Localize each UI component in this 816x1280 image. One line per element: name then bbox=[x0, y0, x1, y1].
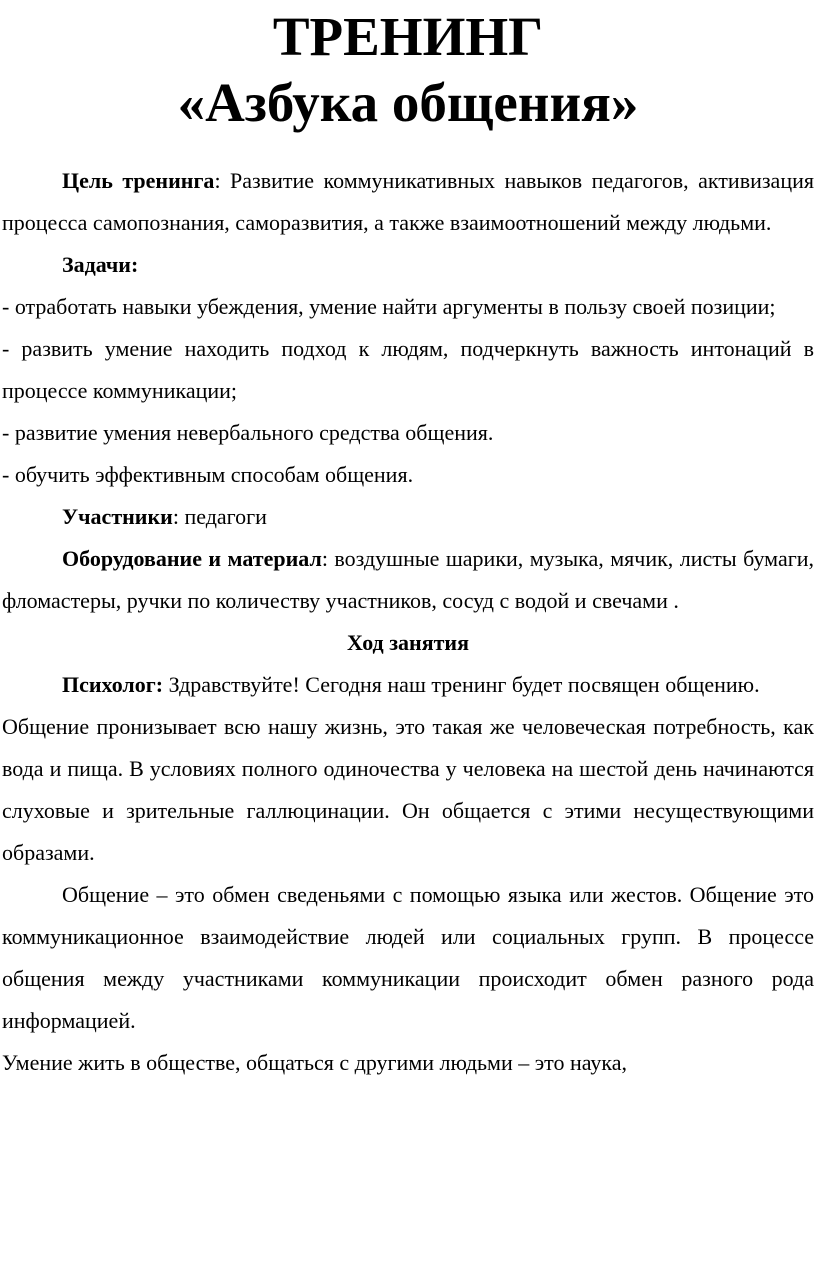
goal-label: Цель тренинга bbox=[62, 168, 215, 193]
task-item: - развитие умения невербального средства общения. bbox=[2, 420, 494, 445]
psychologist-paragraph bbox=[2, 664, 814, 706]
participants-paragraph bbox=[2, 496, 814, 538]
document-title-line-2: «Азбука общения» bbox=[177, 72, 639, 133]
tasks-heading bbox=[2, 244, 814, 286]
document-title-line-1: ТРЕНИНГ bbox=[272, 6, 544, 67]
goal-text: Развитие коммуникативных навыков педагогов, активизация процесса самопознания, саморазвития, а также взаимоотношений между людьми. bbox=[2, 168, 814, 235]
equipment-label: Оборудование и материал bbox=[62, 546, 322, 571]
body-paragraph: Общение пронизывает всю нашу жизнь, это такая же человеческая потребность, как вода и пища. В условиях полного одиночества у человека на шестой день начинаются слуховые и зрительные галлюцинации. Он общается с этими несуществующими образами. bbox=[2, 714, 814, 865]
goal-paragraph bbox=[2, 160, 814, 244]
goal-separator: : bbox=[214, 168, 221, 193]
body-paragraph: Общение – это обмен сведеньями с помощью языка или жестов. Общение это коммуникационное взаимодействие людей или социальных групп. В процессе общения между участниками коммуникации происходит обмен разного рода информацией. bbox=[2, 882, 814, 1033]
section-heading bbox=[2, 622, 814, 664]
equipment-paragraph bbox=[2, 538, 814, 622]
body-paragraph: Умение жить в обществе, общаться с другими людьми – это наука, bbox=[2, 1050, 628, 1075]
equipment-text: : воздушные шарики, музыка, мячик, листы бумаги, фломастеры, ручки по количеству участников, сосуд с водой и свечами . bbox=[2, 546, 815, 613]
participants-label: Участники bbox=[62, 504, 173, 529]
section-heading-text: Ход занятия bbox=[346, 630, 469, 655]
task-item: - обучить эффективным способам общения. bbox=[2, 462, 414, 487]
task-item: - развить умение находить подход к людям, подчеркнуть важность интонаций в процессе коммуникации; bbox=[2, 336, 814, 403]
psychologist-label: Психолог: bbox=[62, 672, 164, 697]
psychologist-text: Здравствуйте! Сегодня наш тренинг будет посвящен общению. bbox=[163, 672, 760, 697]
task-item: - отработать навыки убеждения, умение найти аргументы в пользу своей позиции; bbox=[2, 294, 776, 319]
participants-text: : педагоги bbox=[172, 504, 267, 529]
tasks-label: Задачи: bbox=[62, 252, 139, 277]
